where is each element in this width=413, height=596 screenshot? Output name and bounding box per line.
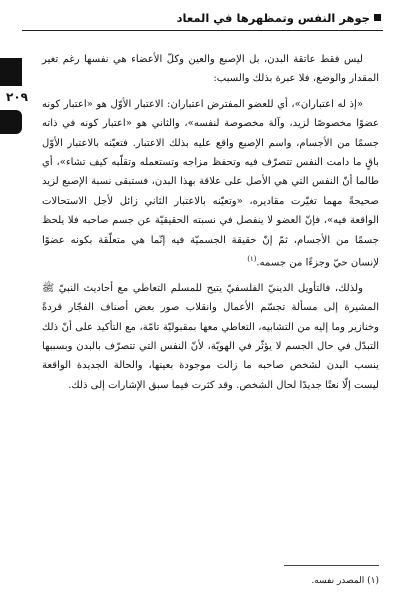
- running-header: [60, 6, 381, 30]
- footnote-rule: [284, 565, 379, 566]
- paragraph-text: «إذ له اعتباران»، أي للعضو المفترض اعتباران: الاعتبار الأوّل هو «اعتبار كونه عضوًا مخصوصًا لزيد، وآلة مخصوصة لنفسه»، والثاني هو «اعتبار كونه في ذاته جسمًا من الأجسام، واسم الإصبع واقع عليه بذلك الاعتبار. فتعيّنه بالاعتبار الأوّل باقٍ ما دامت النفس تتصرّف فيه وتحفظ مزاجه وتستعمله وتقلّبه كيف تشاء»، أي طالما أنّ النفس التي هي الأصل على علاقة بهذا البدن، فستبقى نسبة الإصبع لزيد صحيحةً مهما تغيّرت مقاديره، «وتعيّنه بالاعتبار الثاني زائل لأجل الاستحالات الواقعة فيه»، فإنّ العضو لا ينفصل في نسبته الحقيقيّة عن جسم صاحبه فلا يلحظ جسمًا من الأجسام، ثمّ إنّ حقيقة الجسميّة فيه إنّما هي متعلّقة بكونه عضوًا لإنسان حيّ وجزءًا من جسمه.: [42, 98, 379, 269]
- paragraph: [42, 95, 379, 273]
- footnote: (١) المصدر نفسه.: [311, 576, 379, 586]
- header-rule: [22, 30, 383, 31]
- body-text: [42, 50, 379, 395]
- page-edge-mark: [0, 58, 22, 86]
- page-number: ٢٠٩: [6, 90, 28, 104]
- paragraph: ولذلك، فالتأويل الدينيّ الفلسفيّ يتيح للمسلم التعاطي مع أحاديث النبيّ ﷺ المشيرة إلى مسألة تجسّم الأعمال وانقلاب صور بعض أصناف الفجّار قردةً وخنازير وما إليه من التشابيه، التعاطي معها بمقبوليّة تامّة، مع التأكيد على أنّ ذلك التبدّل في حال الجسم لا يؤثّر في الهويّة، لأنّ النفس التي تتصرّف بالبدن وبسببها ينسب البدن لشخص صاحبه ما زالت موجودة بعينها، والحالة الجديدة الواقعة ليست إلّا نعتًا جديدًا لحال الشخص. وقد كثرت فيما سبق الإشارات إلى ذلك.: [42, 282, 379, 391]
- header-bullet-icon: [374, 14, 381, 21]
- footnote-reference[interactable]: (١): [247, 255, 257, 264]
- running-header-title: جوهر النفس وتمظهرها في المعاد: [176, 11, 370, 25]
- paragraph: ليس فقط عاتقة البدن، بل الإصبع والعين وكلّ الأعضاء هي نفسها رغم تغير المقدار والوضع، فلا عبرة بذلك والسبب:: [42, 54, 379, 85]
- page-edge-mark: [0, 110, 22, 134]
